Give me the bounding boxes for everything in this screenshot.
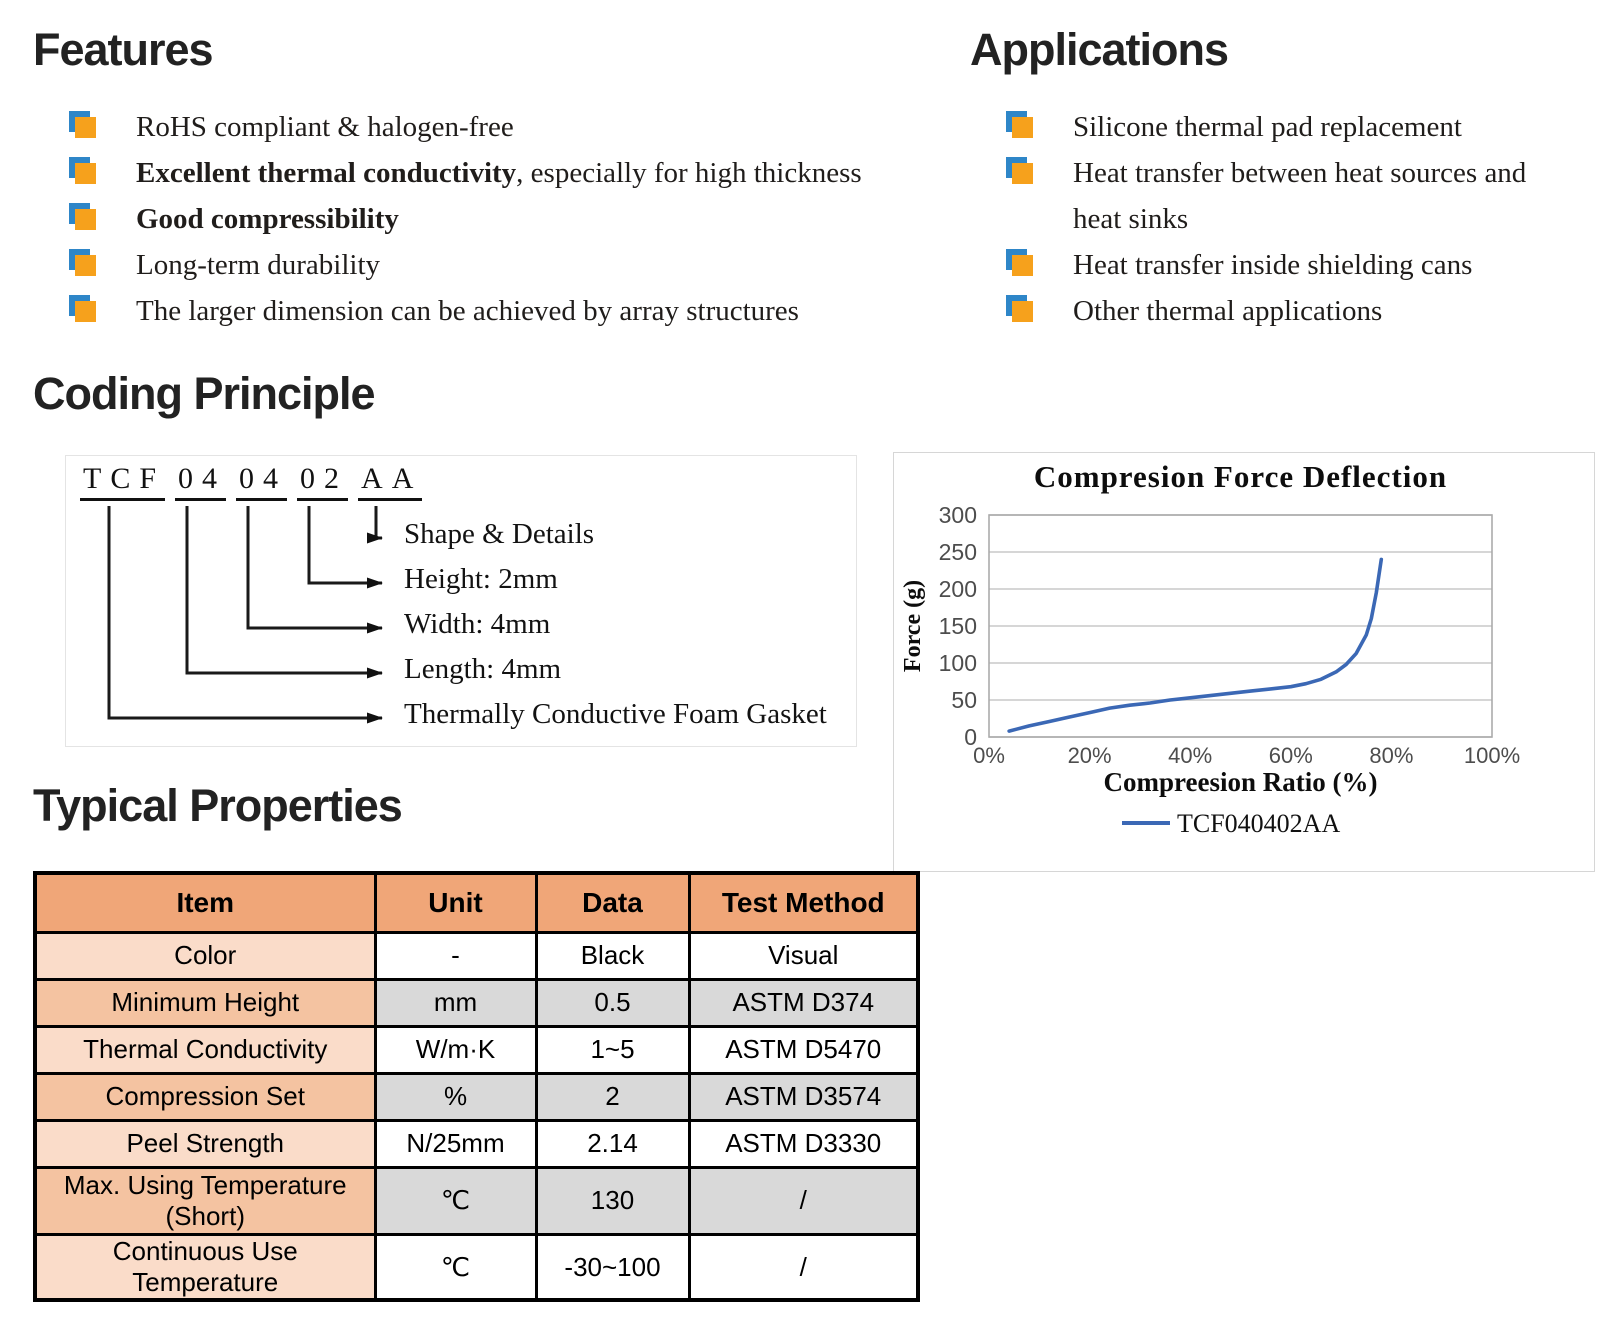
- bullet-icon: [75, 255, 96, 276]
- table-row: [35, 1074, 918, 1121]
- feature-text-rest: , especially for high thickness: [516, 156, 862, 189]
- application-text: Silicone thermal pad replacement: [1073, 110, 1462, 143]
- features-section: [33, 24, 933, 334]
- x-tick-label: 80%: [1369, 743, 1414, 768]
- coding-diagram: [65, 455, 857, 747]
- y-tick-label: 250: [938, 539, 977, 565]
- coding-label: Length: 4mm: [404, 653, 562, 685]
- x-tick-label: 60%: [1268, 743, 1313, 768]
- y-axis-label: Force (g): [900, 579, 926, 673]
- code-group: 02: [297, 462, 348, 501]
- property-name-cell: Peel Strength: [35, 1121, 375, 1168]
- coding-line: [248, 506, 382, 628]
- bullet-icon: [75, 209, 96, 230]
- y-tick-label: 300: [938, 502, 977, 528]
- column-header: Unit: [375, 873, 536, 933]
- property-name-cell: Minimum Height: [35, 980, 375, 1027]
- y-tick-label: 50: [951, 687, 977, 713]
- property-name-cell: Continuous Use Temperature: [35, 1235, 375, 1301]
- applications-section: [970, 24, 1590, 334]
- property-value-cell: -: [375, 933, 536, 980]
- feature-item: [33, 104, 933, 150]
- property-value-cell: Black: [536, 933, 689, 980]
- feature-text-rest: The larger dimension can be achieved by array structures: [136, 294, 799, 327]
- cfd-chart-svg: [894, 453, 1594, 871]
- table-row: [35, 980, 918, 1027]
- feature-text: [136, 242, 380, 288]
- property-value-cell: W/m·K: [375, 1027, 536, 1074]
- x-tick-label: 40%: [1168, 743, 1213, 768]
- series-line: [1009, 559, 1381, 731]
- property-value-cell: ℃: [375, 1235, 536, 1301]
- chart-title: Compresion Force Deflection: [1033, 459, 1448, 494]
- table-row: [35, 933, 918, 980]
- application-item: [970, 242, 1590, 288]
- features-list: [33, 104, 933, 334]
- bullet-icon: [1012, 163, 1033, 184]
- code-group: 04: [175, 462, 226, 501]
- property-value-cell: 0.5: [536, 980, 689, 1027]
- coding-line: [187, 506, 382, 673]
- code-group: AA: [358, 462, 422, 501]
- property-value-cell: 2.14: [536, 1121, 689, 1168]
- table-row: [35, 1121, 918, 1168]
- property-value-cell: /: [689, 1235, 918, 1301]
- property-value-cell: 1~5: [536, 1027, 689, 1074]
- typical-properties-table: [33, 871, 920, 1302]
- coding-label: Thermally Conductive Foam Gasket: [404, 698, 827, 730]
- feature-item: [33, 196, 933, 242]
- coding-line: [376, 506, 382, 538]
- feature-text-rest: Long-term durability: [136, 248, 381, 281]
- property-name-cell: Max. Using Temperature (Short): [35, 1168, 375, 1235]
- table-row: [35, 1168, 918, 1235]
- table-row: [35, 1235, 918, 1301]
- y-tick-label: 150: [938, 613, 977, 639]
- code-string: [80, 462, 432, 501]
- application-item: [970, 150, 1590, 242]
- feature-text-rest: RoHS compliant & halogen-free: [136, 110, 514, 143]
- y-tick-label: 0: [964, 724, 977, 750]
- bullet-icon: [1012, 301, 1033, 322]
- application-text: Heat transfer between heat sources and heat sinks: [1073, 156, 1527, 235]
- property-value-cell: mm: [375, 980, 536, 1027]
- x-tick-label: 20%: [1067, 743, 1112, 768]
- property-value-cell: -30~100: [536, 1235, 689, 1301]
- column-header: Test Method: [689, 873, 918, 933]
- property-value-cell: /: [689, 1168, 918, 1235]
- property-name-cell: Thermal Conductivity: [35, 1027, 375, 1074]
- property-value-cell: %: [375, 1074, 536, 1121]
- property-value-cell: 130: [536, 1168, 689, 1235]
- feature-text: [136, 196, 399, 242]
- code-group: 04: [236, 462, 287, 501]
- property-name-cell: Compression Set: [35, 1074, 375, 1121]
- application-text: Other thermal applications: [1073, 294, 1383, 327]
- coding-line: [109, 506, 382, 718]
- property-name-cell: Color: [35, 933, 375, 980]
- y-tick-label: 200: [938, 576, 977, 602]
- coding-line: [309, 506, 382, 583]
- feature-item: [33, 288, 933, 334]
- feature-text-bold: Good compressibility: [136, 202, 399, 235]
- property-value-cell: ASTM D374: [689, 980, 918, 1027]
- column-header: Data: [536, 873, 689, 933]
- property-value-cell: ASTM D3574: [689, 1074, 918, 1121]
- x-tick-label: 100%: [1463, 743, 1521, 768]
- property-value-cell: ASTM D5470: [689, 1027, 918, 1074]
- applications-title: Applications: [970, 24, 1229, 75]
- bullet-icon: [1012, 117, 1033, 138]
- feature-item: [33, 150, 933, 196]
- coding-label: Shape & Details: [404, 518, 595, 550]
- feature-text: [136, 288, 799, 334]
- feature-text-bold: Excellent thermal conductivity: [136, 156, 517, 189]
- table-row: [35, 1027, 918, 1074]
- y-tick-label: 100: [938, 650, 977, 676]
- bullet-icon: [75, 163, 96, 184]
- bullet-icon: [75, 117, 96, 138]
- feature-item: [33, 242, 933, 288]
- applications-list: [970, 104, 1590, 334]
- coding-label: Width: 4mm: [404, 608, 551, 640]
- property-value-cell: ℃: [375, 1168, 536, 1235]
- coding-label: Height: 2mm: [404, 563, 558, 595]
- feature-text: [136, 104, 514, 150]
- features-title: Features: [33, 24, 213, 75]
- code-group: TCF: [80, 462, 165, 501]
- property-value-cell: 2: [536, 1074, 689, 1121]
- property-value-cell: N/25mm: [375, 1121, 536, 1168]
- x-tick-label: 0%: [973, 743, 1005, 768]
- coding-principle-title: Coding Principle: [33, 368, 375, 419]
- column-header: Item: [35, 873, 375, 933]
- bullet-icon: [75, 301, 96, 322]
- application-item: [970, 288, 1590, 334]
- application-item: [970, 104, 1590, 150]
- x-axis-label: Compreesion Ratio (%): [1103, 767, 1378, 797]
- table-header-row: [35, 873, 918, 933]
- typical-properties-title: Typical Properties: [33, 780, 402, 831]
- cfd-chart: [893, 452, 1595, 872]
- property-value-cell: Visual: [689, 933, 918, 980]
- application-text: Heat transfer inside shielding cans: [1073, 248, 1473, 281]
- legend-label: TCF040402AA: [1177, 809, 1341, 838]
- bullet-icon: [1012, 255, 1033, 276]
- property-value-cell: ASTM D3330: [689, 1121, 918, 1168]
- feature-text: [136, 150, 862, 196]
